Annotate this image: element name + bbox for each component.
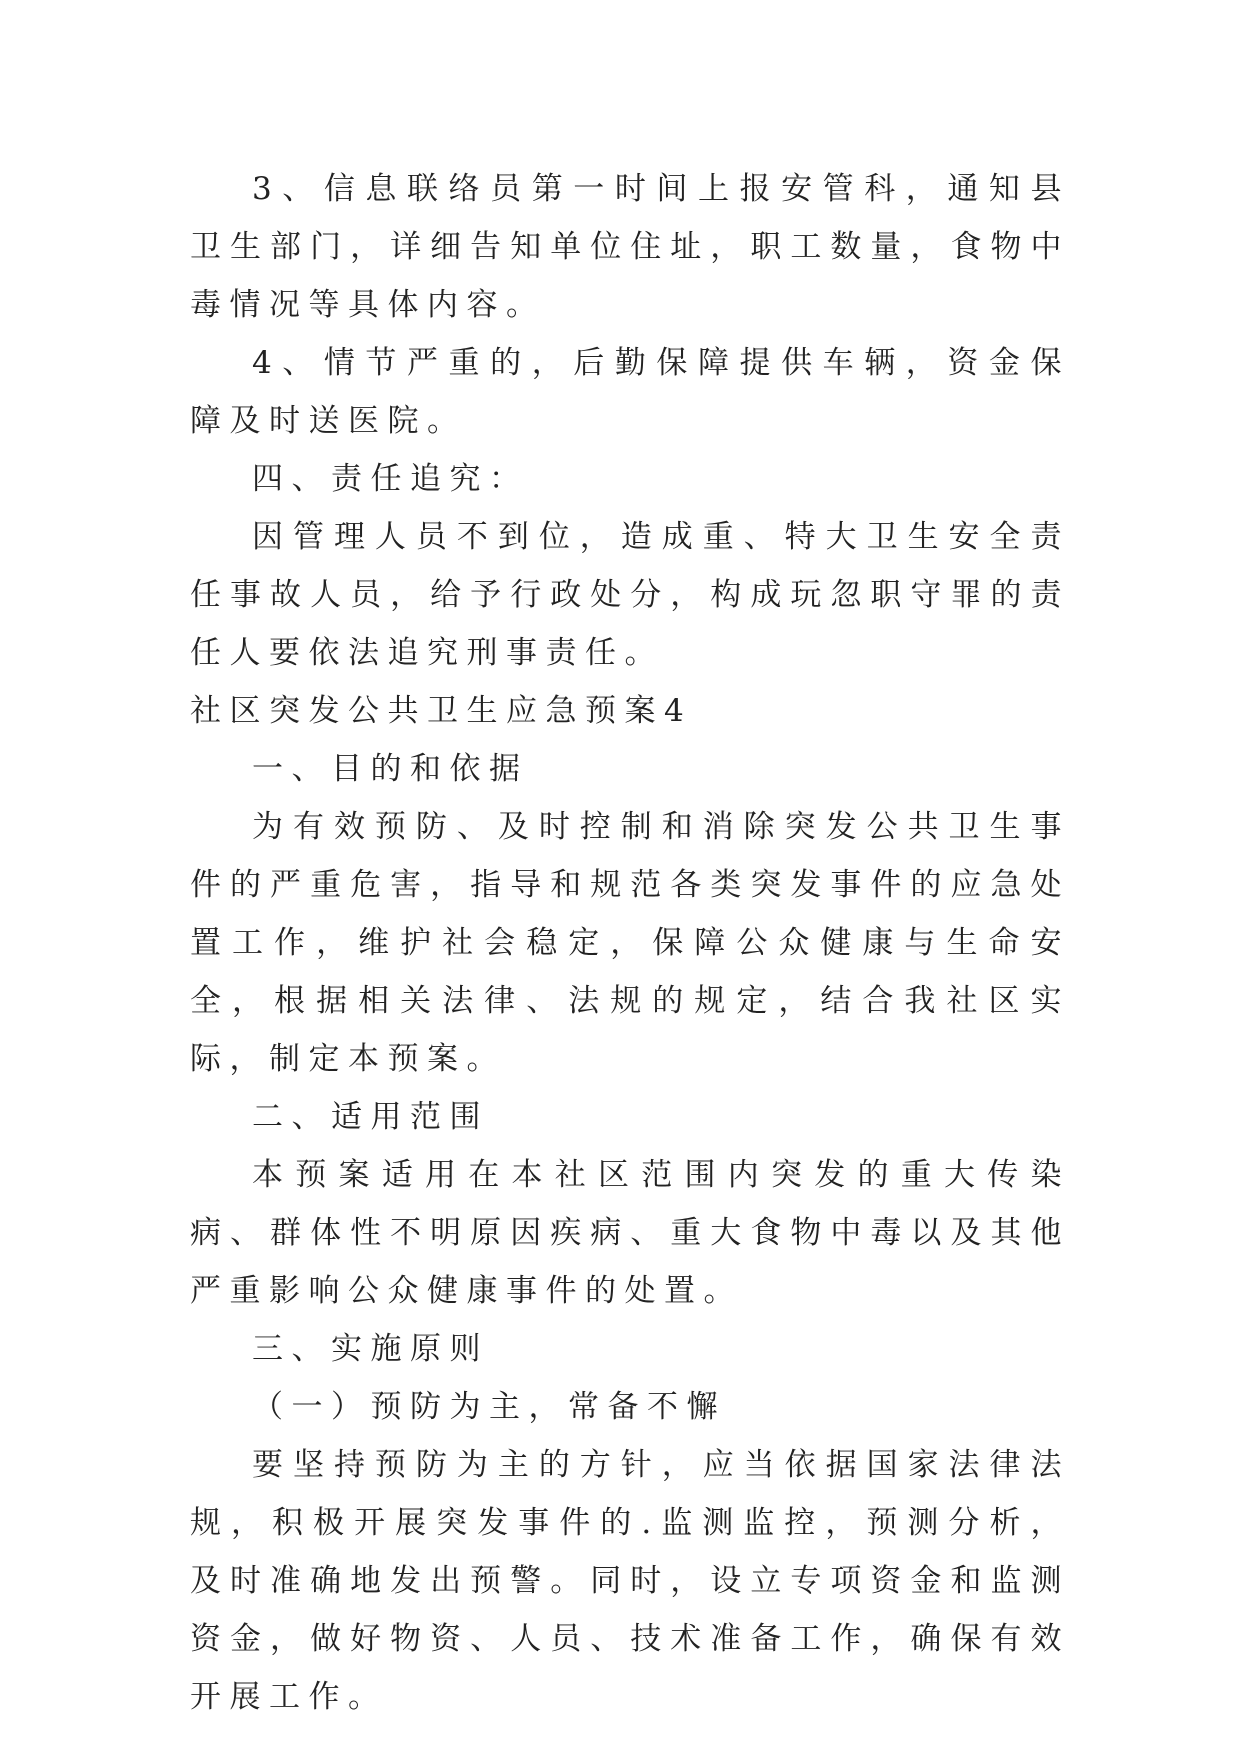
paragraph-item-4-logistics: 4、情节严重的，后勤保障提供车辆，资金保障及时送医院。: [190, 345, 1070, 439]
section-heading-principles: 三、实施原则: [252, 1331, 489, 1367]
section-heading-accountability: 四、责任追究：: [252, 461, 529, 497]
document-page: [190, 160, 1070, 1726]
subsection-heading-prevention: （一）预防为主，常备不懈: [252, 1389, 726, 1425]
paragraph-accountability: 因管理人员不到位，造成重、特大卫生安全责任事故人员，给予行政处分，构成玩忽职守罪的责任人要依法追究刑事责任。: [190, 519, 1070, 671]
section-heading-purpose: 一、目的和依据: [252, 751, 529, 787]
paragraph-item-3-report: 3、信息联络员第一时间上报安管科，通知县卫生部门，详细告知单位住址，职工数量，食物中毒情况等具体内容。: [190, 171, 1070, 323]
paragraph-purpose: 为有效预防、及时控制和消除突发公共卫生事件的严重危害，指导和规范各类突发事件的应急处置工作，维护社会稳定，保障公众健康与生命安全，根据相关法律、法规的规定，结合我社区实际，制定本预案。: [190, 809, 1070, 1077]
section-heading-scope: 二、适用范围: [252, 1099, 489, 1135]
paragraph-scope: 本预案适用在本社区范围内突发的重大传染病、群体性不明原因疾病、重大食物中毒以及其他严重影响公众健康事件的处置。: [190, 1157, 1070, 1309]
paragraph-prevention: 要坚持预防为主的方针，应当依据国家法律法规，积极开展突发事件的.监测监控，预测分析，及时准确地发出预警。同时，设立专项资金和监测资金，做好物资、人员、技术准备工作，确保有效开展工作。: [190, 1447, 1070, 1715]
document-title: 社区突发公共卫生应急预案4: [190, 693, 693, 729]
